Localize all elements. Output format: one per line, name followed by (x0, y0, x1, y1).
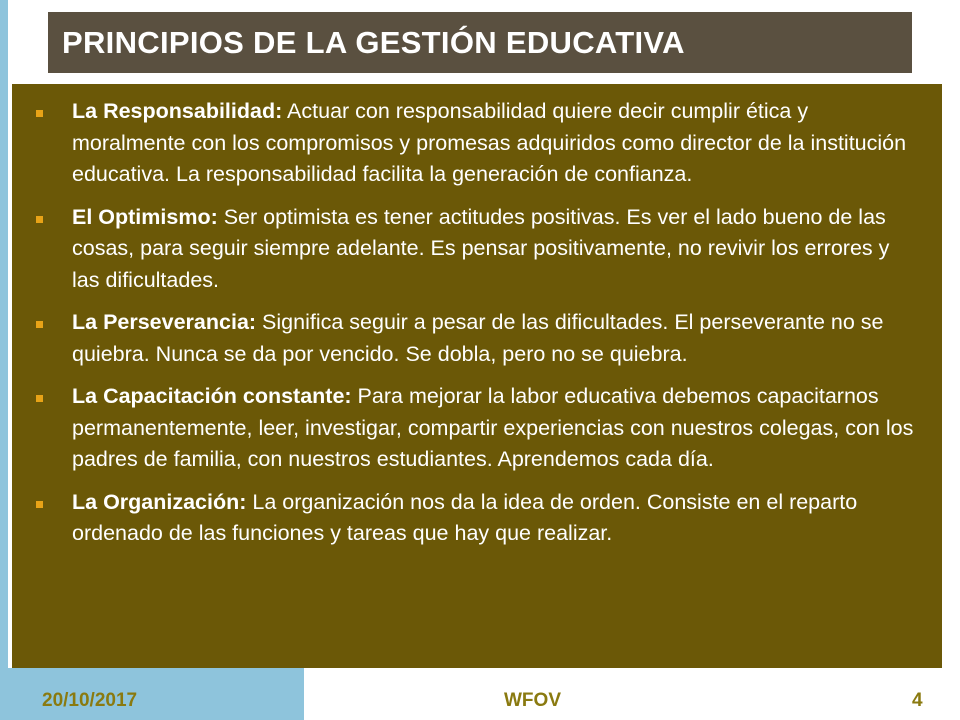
principles-list (32, 96, 922, 550)
footer-author: WFOV (504, 690, 561, 711)
list-item-capacitacion (32, 381, 922, 476)
page-number: 4 (912, 690, 923, 711)
square-bullet-icon (36, 501, 43, 508)
left-accent-stripe (0, 0, 8, 720)
slide-title: PRINCIPIOS DE LA GESTIÓN EDUCATIVA (62, 24, 685, 60)
square-bullet-icon (36, 110, 43, 117)
list-item-optimismo (32, 202, 922, 297)
content-panel (12, 84, 942, 668)
item-term: La Perseverancia: (72, 310, 257, 334)
item-term: La Responsabilidad: (72, 99, 283, 123)
list-item-organizacion (32, 487, 922, 550)
footer-date: 20/10/2017 (42, 690, 138, 711)
item-text: Actuar con responsabilidad quiere decir cumplir ética y moralmente con los compromisos y promesas adquiridos como director de la institución educativa. La responsabilidad facilita la generación de confianza. (72, 99, 907, 186)
square-bullet-icon (36, 395, 43, 402)
item-term: El Optimismo: (72, 204, 218, 229)
item-term: La Capacitación constante: (72, 384, 352, 408)
item-term: La Organización: (72, 489, 247, 514)
square-bullet-icon (36, 216, 43, 223)
item-text: Para mejorar la labor educativa debemos capacitarnos permanentemente, leer, investigar, compartir experiencias con nuestros colegas, con los padres de familia, con nuestros estudiantes. Aprendemos cada día. (72, 384, 914, 471)
item-text: La organización nos da la idea de orden. Consiste en el reparto ordenado de las funciones y tareas que hay que realizar. (72, 489, 858, 545)
list-item-perseverancia (32, 307, 922, 370)
list-item-responsabilidad (32, 96, 922, 191)
item-text: Ser optimista es tener actitudes positivas. Es ver el lado bueno de las cosas, para seguir siempre adelante. Es pensar positivamente, no revivir los errores y las dificultades. (72, 204, 890, 292)
item-text: Significa seguir a pesar de las dificultades. El perseverante no se quiebra. Nunca se da por vencido. Se dobla, pero no se quiebra. (72, 310, 884, 366)
title-bar (48, 12, 912, 73)
square-bullet-icon (36, 321, 43, 328)
